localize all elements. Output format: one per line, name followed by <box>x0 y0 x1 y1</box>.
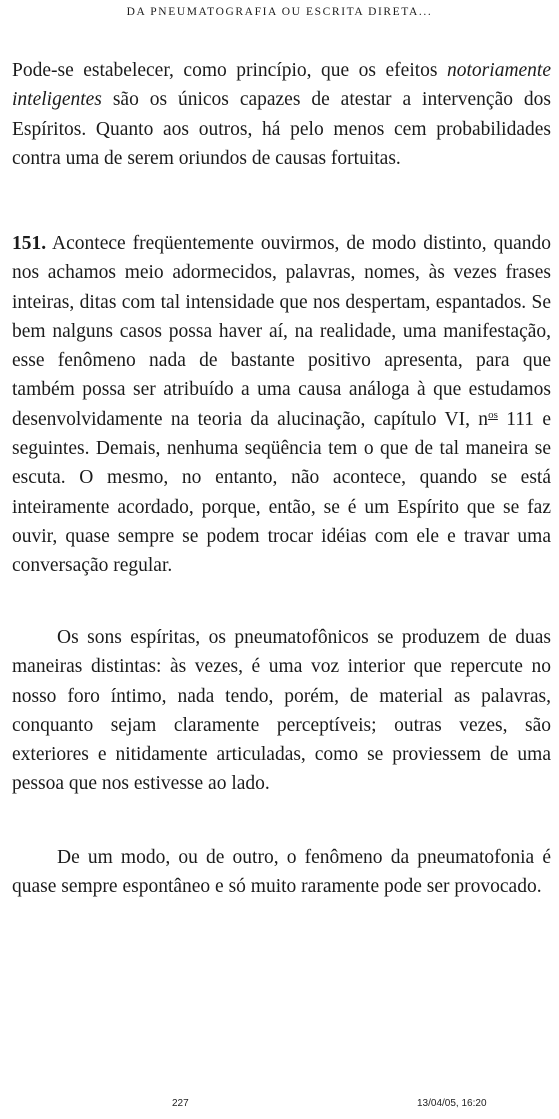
section-number: 151. <box>12 233 47 254</box>
paragraph-4: De um modo, ou de outro, o fenômeno da pneumatofonia é quase sempre espontâneo e só muito raramente pode ser provocado. <box>12 847 551 898</box>
paragraph-151-text-a: Acontece freqüentemente ouvirmos, de modo distinto, quando nos achamos meio adormecidos, palavras, nomes, às vezes frases inteiras, ditas com tal intensidade que nos despertam, espantados. Se bem nalguns casos possa haver aí, na realidade, uma manifestação, esse fenômeno nada de bastante positivo apresenta, para que também possa ser atribuído a uma causa análoga à que estudamos desenvolvidamente na teoria da alucinação, capítulo VI, n <box>12 233 551 430</box>
paragraph-1-text-b: são os únicos capazes de atestar a intervenção dos Espíritos. Quanto aos outros, há pelo menos cem probabilidades contra uma de serem oriundos de causas fortuitas. <box>12 89 551 169</box>
running-head: DA PNEUMATOGRAFIA OU ESCRITA DIRETA... <box>126 6 433 18</box>
paragraph-1-text-a: Pode-se estabelecer, como princípio, que os efeitos <box>12 60 448 81</box>
print-timestamp: 13/04/05, 16:20 <box>417 1098 487 1109</box>
paragraph-3: Os sons espíritas, os pneumatofônicos se produzem de duas maneiras distintas: às vezes, é uma voz interior que repercute no nosso foro íntimo, nada tendo, porém, de material as palavras, conquanto sejam claramente perceptíveis; outras vezes, são exteriores e nitidamente articuladas, como se proviessem de uma pessoa que nos estivesse ao lado. <box>12 627 551 795</box>
page-number: 227 <box>172 1098 189 1109</box>
paragraph-1 <box>12 56 551 173</box>
numero-superscript: os <box>488 408 498 421</box>
paragraph-151 <box>12 229 551 581</box>
paragraph-151-text-b: 111 e seguintes. Demais, nenhuma seqüência tem o que de tal maneira se escuta. O mesmo, no entanto, não acontece, quando se está inteiramente acordado, porque, então, se é um Espírito que se faz ouvir, quase sempre se podem trocar idéias com ele e travar uma conversação regular. <box>12 408 551 577</box>
italic-phrase: notoriamente inteligentes <box>12 60 551 111</box>
